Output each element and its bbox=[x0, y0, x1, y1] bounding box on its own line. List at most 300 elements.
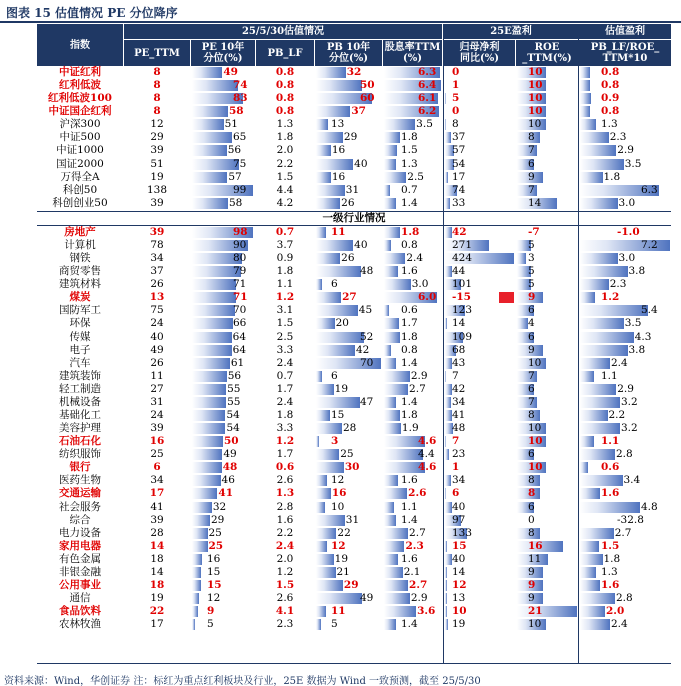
pb-lf-cell: 1.1 bbox=[276, 278, 294, 291]
div-bar bbox=[384, 593, 410, 604]
pb10-cell: 11 bbox=[331, 605, 346, 618]
pe10-cell: 46 bbox=[221, 474, 235, 487]
roe-cell: 10 bbox=[528, 422, 542, 435]
pb10-bar bbox=[316, 240, 353, 251]
roe-cell: 5 bbox=[528, 238, 535, 251]
row-name: 传媒 bbox=[69, 330, 91, 343]
table-row bbox=[37, 66, 671, 79]
pbroe-cell: 2.9 bbox=[617, 144, 634, 157]
pbroe-cell: 1.8 bbox=[603, 170, 621, 183]
div-cell: 1.8 bbox=[401, 330, 418, 343]
pb-lf-cell: 0.8 bbox=[275, 66, 295, 78]
pbroe-cell: 2.2 bbox=[608, 408, 626, 421]
pbroe-cell: 1.6 bbox=[601, 578, 620, 591]
pbroe-cell: -1.0 bbox=[617, 225, 640, 238]
table-row bbox=[37, 144, 671, 157]
pe10-cell: 32 bbox=[212, 500, 227, 513]
pbroe-cell: 3.8 bbox=[628, 265, 646, 278]
pb-lf-cell: 2.4 bbox=[275, 539, 295, 552]
pb10-cell: 70 bbox=[360, 356, 374, 369]
pb-lf-cell: 0.9 bbox=[276, 252, 294, 265]
pb10-cell: 10 bbox=[331, 500, 345, 513]
pb10-cell: 15 bbox=[331, 408, 345, 421]
table-row bbox=[37, 396, 671, 409]
np-negative-bar bbox=[499, 292, 514, 303]
pbroe-cell: 2.3 bbox=[609, 278, 627, 291]
pe10-bar bbox=[192, 132, 232, 143]
table-row bbox=[37, 553, 671, 566]
pb10-bar bbox=[316, 397, 360, 408]
np-bar bbox=[445, 93, 446, 104]
pbroe-bar bbox=[580, 119, 596, 130]
np-cell: -15 bbox=[452, 291, 471, 304]
table-row bbox=[37, 291, 671, 304]
pe10-bar bbox=[192, 345, 232, 356]
pb10-cell: 26 bbox=[341, 196, 355, 209]
pb10-cell: 32 bbox=[346, 66, 362, 78]
pe-ttm-cell: 75 bbox=[150, 304, 164, 317]
pb10-bar bbox=[316, 159, 353, 170]
div-bar bbox=[384, 305, 389, 316]
div-bar bbox=[384, 159, 396, 170]
pb10-cell: 47 bbox=[360, 395, 374, 408]
pe10-bar bbox=[192, 619, 195, 630]
pe-ttm-cell: 24 bbox=[150, 408, 164, 421]
np-bar bbox=[445, 132, 451, 143]
pe10-bar bbox=[192, 502, 212, 513]
div-cell: 1.5 bbox=[401, 144, 418, 157]
pe-ttm-cell: 6 bbox=[153, 461, 161, 474]
div-bar bbox=[384, 371, 410, 382]
pbroe-bar bbox=[580, 502, 640, 513]
table-row bbox=[37, 618, 671, 631]
roe-cell: 6 bbox=[528, 304, 535, 317]
div-cell: 4.6 bbox=[418, 461, 437, 474]
pbroe-cell: 3.0 bbox=[618, 196, 636, 209]
header-group-earnings: 25E盈利 bbox=[444, 24, 578, 39]
pe10-cell: 56 bbox=[227, 144, 242, 157]
table-row bbox=[37, 304, 671, 317]
pe-ttm-cell: 24 bbox=[150, 317, 164, 330]
row-name: 食品饮料 bbox=[59, 605, 101, 618]
row-name: 社会服务 bbox=[59, 500, 101, 513]
pe-ttm-cell: 17 bbox=[150, 618, 164, 631]
pbroe-cell: 1.2 bbox=[601, 291, 620, 304]
pe10-bar bbox=[192, 436, 223, 447]
pbroe-cell: 5.4 bbox=[641, 304, 658, 317]
pbroe-cell: 1.3 bbox=[601, 118, 618, 131]
np-cell: 40 bbox=[452, 552, 466, 565]
pbroe-bar bbox=[580, 371, 594, 382]
roe-cell: 7 bbox=[528, 395, 535, 408]
np-cell: 44 bbox=[452, 265, 466, 278]
pb10-cell: 16 bbox=[331, 144, 346, 157]
pbroe-cell: 3.5 bbox=[624, 317, 642, 330]
pe-ttm-cell: 18 bbox=[150, 552, 164, 565]
pe10-cell: 49 bbox=[223, 448, 237, 461]
div-cell: 6.3 bbox=[418, 66, 437, 78]
table-row bbox=[37, 487, 671, 500]
row-name: 钢铁 bbox=[69, 252, 91, 265]
pe-ttm-cell: 8 bbox=[153, 66, 161, 78]
pbroe-bar bbox=[580, 253, 618, 264]
pb10-cell: 28 bbox=[343, 422, 357, 435]
table-row bbox=[37, 344, 671, 357]
roe-cell: 14 bbox=[528, 196, 542, 209]
pbroe-bar bbox=[580, 619, 610, 630]
pb10-cell: 40 bbox=[354, 157, 368, 170]
pe10-cell: 5 bbox=[207, 618, 214, 631]
np-bar bbox=[445, 619, 448, 630]
pe-ttm-cell: 39 bbox=[149, 225, 165, 238]
pb-lf-cell: 1.3 bbox=[275, 487, 295, 500]
pbroe-bar bbox=[580, 606, 605, 617]
np-cell: 8 bbox=[452, 118, 459, 131]
roe-cell: 9 bbox=[528, 592, 535, 605]
row-name: 机械设备 bbox=[59, 395, 101, 408]
pb10-cell: 19 bbox=[334, 382, 349, 395]
pe10-cell: 55 bbox=[227, 395, 241, 408]
div-cell: 1.8 bbox=[401, 131, 418, 144]
np-cell: 15 bbox=[452, 539, 467, 552]
np-cell: 54 bbox=[452, 157, 466, 170]
pe10-cell: 71 bbox=[233, 278, 247, 291]
pe10-cell: 29 bbox=[210, 513, 225, 526]
row-name: 中证1000 bbox=[56, 144, 104, 157]
title-rule bbox=[0, 21, 681, 23]
div-cell: 1.6 bbox=[401, 474, 418, 487]
pe-ttm-cell: 78 bbox=[150, 238, 164, 251]
div-cell: 1.1 bbox=[401, 500, 418, 513]
pe-ttm-cell: 25 bbox=[150, 448, 164, 461]
figure-title: 图表 15 估值情况 PE 分位降序 bbox=[6, 6, 178, 20]
pbroe-bar bbox=[580, 436, 594, 447]
pbroe-bar bbox=[580, 541, 599, 552]
np-cell: 34 bbox=[452, 395, 466, 408]
pb10-bar bbox=[316, 145, 331, 156]
div-cell: 6.4 bbox=[418, 79, 437, 92]
div-cell: 1.8 bbox=[401, 225, 420, 238]
pe10-cell: 64 bbox=[232, 330, 247, 343]
pb10-cell: 11 bbox=[331, 225, 346, 238]
div-cell: 2.6 bbox=[408, 487, 427, 500]
pb-lf-cell: 2.5 bbox=[276, 330, 294, 343]
pbroe-bar bbox=[580, 554, 603, 565]
pb10-bar bbox=[316, 318, 335, 329]
pe-ttm-cell: 11 bbox=[150, 369, 164, 382]
div-bar bbox=[384, 358, 396, 369]
table-row bbox=[37, 409, 671, 422]
table-row bbox=[37, 105, 671, 118]
pbroe-cell: 0.8 bbox=[601, 105, 620, 118]
div-bar bbox=[384, 253, 405, 264]
div-cell: 1.7 bbox=[401, 317, 418, 330]
pe10-cell: 25 bbox=[208, 539, 224, 552]
pbroe-cell: 4.8 bbox=[641, 500, 658, 513]
pe10-cell: 56 bbox=[227, 369, 242, 382]
roe-cell: 3 bbox=[528, 252, 535, 265]
np-bar bbox=[445, 449, 449, 460]
pbroe-cell: 3.4 bbox=[623, 474, 641, 487]
pb10-bar bbox=[316, 227, 326, 238]
roe-cell: 5 bbox=[528, 265, 535, 278]
np-cell: 57 bbox=[452, 144, 466, 157]
pb10-bar bbox=[316, 502, 325, 513]
pbroe-bar bbox=[580, 593, 615, 604]
pb-lf-cell: 2.3 bbox=[276, 618, 294, 631]
np-cell: 101 bbox=[452, 278, 473, 291]
np-bar bbox=[445, 606, 447, 617]
pe10-cell: 64 bbox=[232, 343, 247, 356]
pbroe-bar bbox=[580, 159, 624, 170]
pe-ttm-cell: 8 bbox=[153, 79, 161, 92]
pe10-bar bbox=[192, 279, 236, 290]
pe10-cell: 90 bbox=[233, 238, 247, 251]
table-row bbox=[37, 226, 671, 239]
pb-lf-cell: 2.0 bbox=[276, 552, 294, 565]
row-name: 万得全A bbox=[60, 170, 100, 183]
roe-cell: 9 bbox=[528, 343, 535, 356]
pbroe-cell: 3.8 bbox=[628, 343, 646, 356]
div-bar bbox=[384, 279, 411, 290]
pe-ttm-cell: 28 bbox=[150, 526, 164, 539]
pe-ttm-cell: 26 bbox=[150, 278, 164, 291]
table-row bbox=[37, 118, 671, 131]
np-cell: 12 bbox=[452, 578, 467, 591]
pb10-cell: 37 bbox=[351, 105, 366, 118]
pe10-bar bbox=[192, 606, 198, 617]
np-cell: 7 bbox=[452, 435, 460, 448]
div-cell: 2.5 bbox=[407, 170, 424, 183]
row-name: 国证2000 bbox=[56, 157, 104, 170]
pe-ttm-cell: 39 bbox=[150, 196, 164, 209]
np-cell: 37 bbox=[452, 131, 466, 144]
pb10-bar bbox=[316, 410, 330, 421]
row-name: 非银金融 bbox=[59, 565, 101, 578]
pb-lf-cell: 2.2 bbox=[276, 526, 294, 539]
pbroe-bar bbox=[580, 172, 603, 183]
row-name: 红利低波 bbox=[59, 79, 101, 92]
header-np-growth: 归母净利 同比(%) bbox=[444, 40, 515, 66]
table-row bbox=[37, 383, 671, 396]
np-bar bbox=[445, 371, 446, 382]
np-cell: 42 bbox=[452, 225, 467, 238]
roe-cell: 10 bbox=[528, 356, 542, 369]
np-bar bbox=[445, 567, 447, 578]
roe-cell: 10 bbox=[528, 92, 543, 105]
pb-lf-cell: 2.2 bbox=[276, 157, 294, 170]
pe-ttm-cell: 12 bbox=[150, 118, 164, 131]
pe10-cell: 75 bbox=[233, 157, 247, 170]
header-index: 指数 bbox=[37, 24, 123, 66]
pe10-bar bbox=[192, 410, 225, 421]
div-cell: 0.8 bbox=[401, 238, 418, 251]
pb10-bar bbox=[316, 580, 343, 591]
pb10-bar bbox=[316, 567, 336, 578]
div-bar bbox=[384, 528, 408, 539]
pb10-cell: 6 bbox=[331, 369, 338, 382]
roe-cell: 6 bbox=[528, 500, 535, 513]
pb10-cell: 52 bbox=[360, 330, 374, 343]
pe10-bar bbox=[192, 358, 230, 369]
roe-cell: 7 bbox=[528, 144, 535, 157]
header-pb-lf: PB_LF bbox=[256, 40, 314, 66]
pbroe-cell: 1.5 bbox=[601, 539, 620, 552]
roe-bar bbox=[517, 606, 577, 617]
pbroe-cell: 2.9 bbox=[617, 382, 634, 395]
div-cell: 2.7 bbox=[409, 578, 428, 591]
np-bar bbox=[445, 198, 450, 209]
np-cell: 13 bbox=[452, 592, 466, 605]
pbroe-cell: 1.8 bbox=[603, 552, 621, 565]
pe10-bar bbox=[192, 172, 227, 183]
div-cell: 2.9 bbox=[410, 592, 428, 605]
np-cell: 17 bbox=[452, 170, 466, 183]
pbroe-bar bbox=[580, 279, 609, 290]
div-cell: 0.6 bbox=[401, 304, 418, 317]
pb-lf-cell: 2.4 bbox=[276, 356, 294, 369]
pb-lf-cell: 1.8 bbox=[276, 265, 294, 278]
roe-cell: 9 bbox=[528, 565, 535, 578]
div-bar bbox=[384, 423, 401, 434]
header-pb-percentile: PB 10年 分位(%) bbox=[315, 40, 382, 66]
pbroe-bar bbox=[580, 93, 591, 104]
row-name: 公用事业 bbox=[59, 578, 101, 591]
pbroe-bar bbox=[580, 580, 600, 591]
pb10-cell: 26 bbox=[341, 252, 355, 265]
footer-note: 资料来源：Wind，华创证券 注：标红为重点红利板块及行业，25E 数据为 Wind 一致预测，截至 25/5/30 bbox=[4, 676, 481, 686]
pe-ttm-cell: 41 bbox=[150, 500, 164, 513]
pbroe-cell: 3.5 bbox=[624, 157, 642, 170]
np-cell: 97 bbox=[452, 513, 466, 526]
pb10-cell: 5 bbox=[331, 618, 338, 631]
pe10-bar bbox=[192, 292, 236, 303]
pb10-bar bbox=[316, 449, 339, 460]
roe-bar bbox=[517, 318, 528, 329]
roe-cell: 21 bbox=[528, 605, 543, 618]
row-name: 石油石化 bbox=[59, 435, 101, 448]
pe-ttm-cell: 40 bbox=[150, 330, 164, 343]
np-cell: 41 bbox=[452, 408, 466, 421]
pbroe-bar bbox=[580, 292, 595, 303]
div-cell: 1.4 bbox=[401, 356, 418, 369]
pb10-cell: 31 bbox=[345, 183, 360, 196]
pe10-cell: 16 bbox=[207, 552, 221, 565]
pb10-bar bbox=[316, 119, 328, 130]
pb-lf-cell: 1.3 bbox=[276, 118, 294, 131]
table-row bbox=[37, 252, 671, 265]
pb-lf-cell: 1.7 bbox=[276, 382, 294, 395]
pe-ttm-cell: 13 bbox=[149, 291, 165, 304]
row-name: 建筑装饰 bbox=[59, 369, 101, 382]
top-rows-rule bbox=[37, 211, 671, 212]
np-bar bbox=[445, 172, 448, 183]
table-row bbox=[37, 92, 671, 105]
pe10-bar bbox=[192, 593, 199, 604]
pb10-bar bbox=[316, 292, 341, 303]
pb-lf-cell: 3.3 bbox=[276, 343, 294, 356]
pb10-cell: 48 bbox=[360, 265, 374, 278]
row-name: 科创50 bbox=[62, 183, 98, 196]
row-name: 农林牧渔 bbox=[59, 618, 101, 631]
pe10-cell: 74 bbox=[233, 79, 248, 92]
pbroe-bar bbox=[580, 305, 648, 316]
pb10-cell: 6 bbox=[331, 278, 338, 291]
pbroe-cell: 3.2 bbox=[621, 395, 638, 408]
div-bar bbox=[384, 515, 396, 526]
pe10-bar bbox=[192, 145, 227, 156]
np-bar bbox=[445, 119, 446, 130]
roe-cell: 10 bbox=[528, 461, 543, 474]
table-row bbox=[37, 278, 671, 291]
div-bar bbox=[384, 266, 398, 277]
div-bar bbox=[384, 606, 416, 617]
pe10-cell: 61 bbox=[230, 356, 245, 369]
pb10-cell: 13 bbox=[331, 118, 345, 131]
pb-lf-cell: 3.1 bbox=[276, 304, 294, 317]
pbroe-cell: 1.6 bbox=[601, 487, 620, 500]
np-bar bbox=[445, 410, 452, 421]
pb10-bar bbox=[316, 554, 334, 565]
np-cell: 43 bbox=[452, 356, 466, 369]
row-name: 计算机 bbox=[64, 238, 96, 251]
div-bar bbox=[384, 541, 404, 552]
np-cell: 10 bbox=[452, 605, 467, 618]
pb10-bar bbox=[316, 528, 336, 539]
table-row bbox=[37, 184, 671, 197]
div-bar bbox=[384, 145, 397, 156]
pe10-cell: 83 bbox=[233, 92, 248, 105]
pbroe-bar bbox=[580, 332, 634, 343]
section-rule bbox=[37, 225, 671, 226]
pbroe-bar bbox=[580, 198, 618, 209]
pe10-bar bbox=[192, 515, 210, 526]
pb10-bar bbox=[316, 606, 326, 617]
table-row bbox=[37, 448, 671, 461]
pe10-bar bbox=[192, 475, 221, 486]
div-cell: 2.3 bbox=[405, 539, 424, 552]
pb-lf-cell: 2.4 bbox=[276, 395, 294, 408]
pb10-bar bbox=[316, 436, 319, 447]
roe-cell: 8 bbox=[528, 408, 535, 421]
pbroe-cell: 2.0 bbox=[606, 605, 625, 618]
row-name: 国防军工 bbox=[59, 304, 101, 317]
pb-lf-cell: 0.6 bbox=[275, 461, 295, 474]
pb10-cell: 12 bbox=[331, 539, 346, 552]
div-cell: 6.0 bbox=[418, 291, 437, 304]
pbroe-bar bbox=[580, 132, 609, 143]
pe10-bar bbox=[192, 305, 235, 316]
pe10-cell: 70 bbox=[233, 304, 247, 317]
header-roe: ROE _TTM(%) bbox=[516, 40, 578, 66]
pe10-cell: 54 bbox=[226, 422, 240, 435]
row-name: 有色金属 bbox=[59, 552, 101, 565]
pb-lf-cell: 1.2 bbox=[275, 435, 295, 448]
pb10-bar bbox=[316, 515, 345, 526]
pe10-cell: 41 bbox=[218, 487, 234, 500]
div-cell: 2.7 bbox=[409, 526, 426, 539]
row-name: 综合 bbox=[69, 513, 91, 526]
table-row bbox=[37, 527, 671, 540]
div-bar bbox=[384, 172, 406, 183]
pb10-cell: 25 bbox=[340, 448, 354, 461]
pbroe-cell: 3.2 bbox=[621, 422, 638, 435]
pe-ttm-cell: 14 bbox=[149, 539, 165, 552]
roe-cell: 10 bbox=[528, 66, 543, 78]
pe10-cell: 9 bbox=[207, 605, 215, 618]
pb10-cell: 30 bbox=[344, 461, 360, 474]
pb-lf-cell: 0.8 bbox=[275, 92, 295, 105]
